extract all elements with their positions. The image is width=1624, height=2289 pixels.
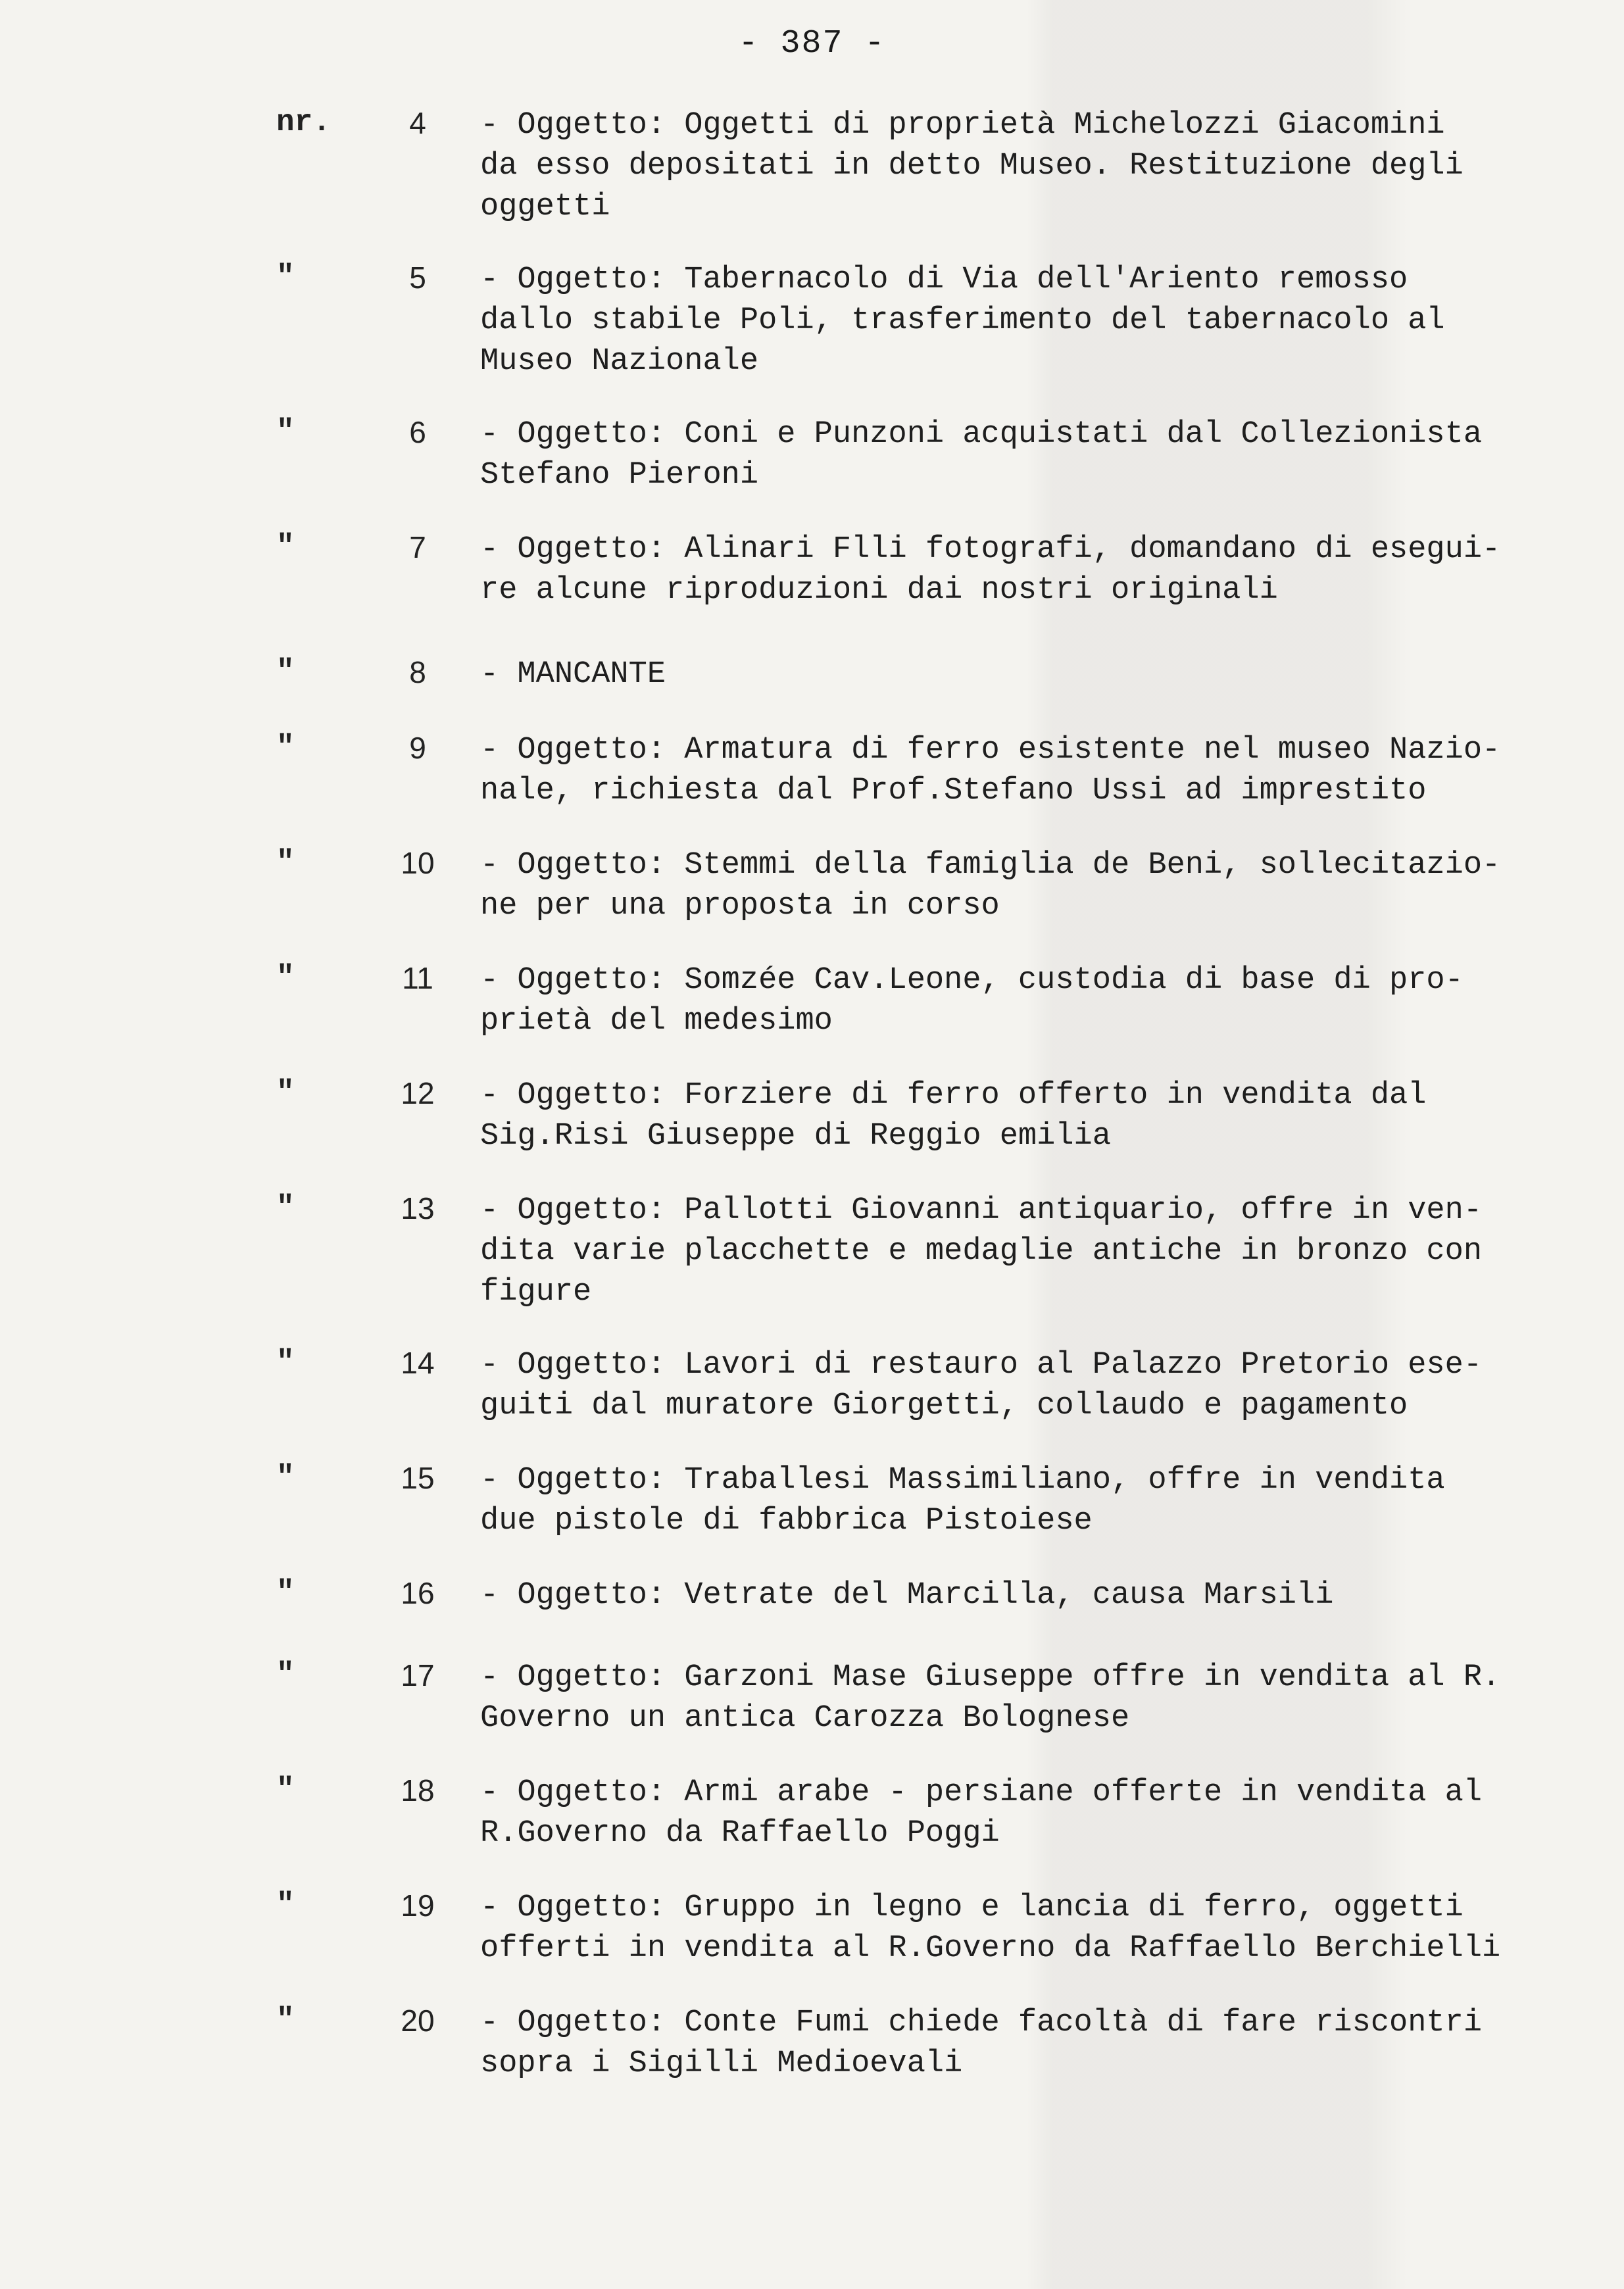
entry-number: 10: [401, 846, 435, 880]
entry-text-line: sopra i Sigilli Medioevali: [480, 2046, 963, 2081]
entry-number: 13: [401, 1191, 435, 1225]
entry-number: 14: [401, 1346, 435, 1380]
entry-prefix: ": [276, 1191, 295, 1225]
entry-text-line: ne per una proposta in corso: [480, 889, 1000, 923]
entry-text-line: - Oggetto: Lavori di restauro al Palazzo Pretorio ese-: [480, 1348, 1483, 1383]
entry-text-line: - Oggetto: Conte Fumi chiede facoltà di fare riscontri: [480, 2006, 1483, 2040]
entry-text-line: - Oggetto: Pallotti Giovanni antiquario, offre in ven-: [480, 1193, 1483, 1228]
entry-text: [480, 1888, 1585, 1969]
entry-prefix: ": [276, 1345, 295, 1379]
entry-text-line: - Oggetto: Coni e Punzoni acquistati dal Collezionista: [480, 417, 1483, 452]
entry-text: [480, 529, 1585, 611]
entry-number: 11: [402, 961, 433, 995]
entry-number: 9: [409, 731, 426, 765]
entry-text: [480, 260, 1585, 382]
entry-prefix: nr.: [276, 105, 331, 139]
entry-text-line: offerti in vendita al R.Governo da Raffaello Berchielli: [480, 1931, 1501, 1966]
entry-text-line: da esso depositati in detto Museo. Restituzione degli: [480, 149, 1464, 184]
entry-prefix: ": [276, 2003, 295, 2037]
entry-number: 16: [401, 1576, 435, 1610]
entry-text: [480, 1575, 1585, 1616]
entry-text-line: Stefano Pieroni: [480, 458, 759, 493]
entry-text: [480, 845, 1585, 927]
entry-text: [480, 414, 1585, 496]
entry-number: 12: [401, 1076, 435, 1110]
entry-text-line: due pistole di fabbrica Pistoiese: [480, 1504, 1093, 1538]
entry-text-line: oggetti: [480, 189, 610, 224]
entry-prefix: ": [276, 1575, 295, 1610]
entry-text-line: figure: [480, 1275, 592, 1310]
entry-text: [480, 730, 1585, 812]
entry-text: [480, 2003, 1585, 2084]
entry-text-line: - Oggetto: Gruppo in legno e lancia di ferro, oggetti: [480, 1890, 1464, 1925]
entry-text: [480, 654, 1585, 695]
entry-text-line: - Oggetto: Armatura di ferro esistente nel museo Nazio-: [480, 733, 1501, 768]
entry-number: 7: [409, 530, 426, 564]
entry-number: 19: [401, 1888, 435, 1923]
entry-text-line: Museo Nazionale: [480, 344, 759, 379]
entry-text: [480, 1773, 1585, 1854]
entry-text-line: - Oggetto: Oggetti di proprietà Michelozzi Giacomini: [480, 108, 1445, 143]
entry-number: 8: [409, 655, 426, 689]
entry-number: 5: [409, 260, 426, 295]
entry-number: 17: [401, 1658, 435, 1692]
entry-text-line: - Oggetto: Forziere di ferro offerto in vendita dal: [480, 1078, 1427, 1113]
entry-text-line: - Oggetto: Armi arabe - persiane offerte in vendita al: [480, 1775, 1483, 1810]
entry-prefix: ": [276, 1773, 295, 1807]
entry-prefix: ": [276, 260, 295, 294]
entry-number: 20: [401, 2004, 435, 2038]
entry-prefix: ": [276, 1658, 295, 1692]
entry-number: 15: [401, 1461, 435, 1495]
entry-text-line: Sig.Risi Giuseppe di Reggio emilia: [480, 1119, 1111, 1154]
entry-prefix: ": [276, 960, 295, 995]
entry-text-line: Governo un antica Carozza Bolognese: [480, 1701, 1130, 1736]
entry-prefix: ": [276, 845, 295, 879]
entry-text-line: - MANCANTE: [480, 657, 666, 692]
entry-text-line: nale, richiesta dal Prof.Stefano Ussi ad imprestito: [480, 774, 1427, 808]
entry-text-line: - Oggetto: Tabernacolo di Via dell'Ariento remosso: [480, 262, 1408, 297]
entry-prefix: ": [276, 730, 295, 764]
entry-number: 4: [409, 106, 426, 140]
entry-prefix: ": [276, 529, 295, 564]
entry-text-line: dita varie placchette e medaglie antiche in bronzo con: [480, 1234, 1483, 1269]
entry-number: 6: [409, 415, 426, 449]
entry-text-line: R.Governo da Raffaello Poggi: [480, 1816, 1000, 1851]
entry-text: [480, 1075, 1585, 1157]
entry-text-line: - Oggetto: Traballesi Massimiliano, offre in vendita: [480, 1463, 1445, 1498]
entry-text: [480, 1460, 1585, 1542]
entry-text-line: - Oggetto: Garzoni Mase Giuseppe offre in vendita al R.: [480, 1660, 1501, 1695]
entry-text: [480, 960, 1585, 1042]
entry-text-line: - Oggetto: Vetrate del Marcilla, causa Marsili: [480, 1578, 1334, 1613]
entry-prefix: ": [276, 654, 295, 689]
entry-text-line: guiti dal muratore Giorgetti, collaudo e pagamento: [480, 1389, 1408, 1423]
entry-text: [480, 1191, 1585, 1313]
entry-text-line: dallo stabile Poli, trasferimento del tabernacolo al: [480, 303, 1445, 338]
entry-text: [480, 1345, 1585, 1427]
entry-text-line: - Oggetto: Somzée Cav.Leone, custodia di base di pro-: [480, 963, 1464, 998]
page-number: - 387 -: [738, 25, 886, 62]
entry-text-line: - Oggetto: Alinari Flli fotografi, domandano di esegui-: [480, 532, 1501, 567]
entry-number: 18: [401, 1773, 435, 1808]
entry-text: [480, 105, 1585, 228]
entry-prefix: ": [276, 1888, 295, 1922]
entry-prefix: ": [276, 414, 295, 449]
entry-text: [480, 1658, 1585, 1739]
entry-text-line: re alcune riproduzioni dai nostri originali: [480, 573, 1278, 608]
entry-prefix: ": [276, 1460, 295, 1494]
entry-text-line: - Oggetto: Stemmi della famiglia de Beni, sollecitazio-: [480, 848, 1501, 883]
entry-text-line: prietà del medesimo: [480, 1004, 833, 1039]
entry-prefix: ": [276, 1075, 295, 1110]
